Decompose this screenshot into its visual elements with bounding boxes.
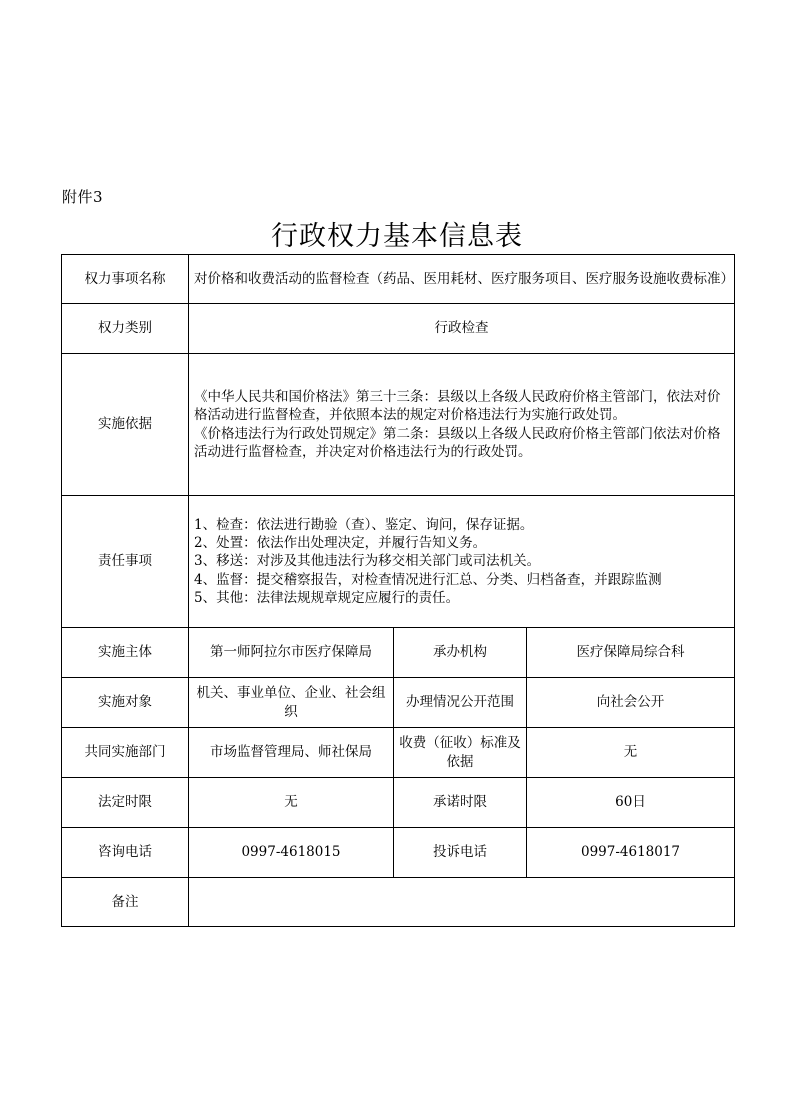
handling-agency-label: 承办机构 [394,628,527,678]
power-name-label: 权力事项名称 [62,255,189,304]
target-value: 机关、事业单位、企业、社会组织 [189,678,394,728]
legal-time-limit-value: 无 [189,778,394,828]
responsibility-item: 1、检查：依法进行勘验（查）、鉴定、询问，保存证据。 [194,516,534,533]
basis-label: 实施依据 [62,354,189,496]
responsibility-label: 责任事项 [62,496,189,628]
responsibility-item: 3、移送：对涉及其他违法行为移交相关部门或司法机关。 [194,553,541,570]
responsibility-item: 4、监督：提交稽察报告，对检查情况进行汇总、分类、归档备查，并跟踪监测 [194,571,662,588]
consult-phone-label: 咨询电话 [62,828,189,878]
responsibility-item: 2、处置：依法作出处理决定，并履行告知义务。 [194,535,487,552]
joint-dept-label: 共同实施部门 [62,728,189,778]
remark-label: 备注 [62,878,189,927]
disclosure-scope-label: 办理情况公开范围 [394,678,527,728]
row-time-limit [62,778,735,828]
basis-paragraph: 《中华人民共和国价格法》第三十三条：县级以上各级人民政府价格主管部门，依法对价格活动进行监督检查，并依照本法的规定对价格违法行为实施行政处罚。 [194,389,721,424]
subject-label: 实施主体 [62,628,189,678]
row-power-category [62,304,735,354]
promised-time-limit-value: 60日 [527,778,735,828]
row-joint [62,728,735,778]
target-label: 实施对象 [62,678,189,728]
row-remark [62,878,735,927]
row-responsibility [62,496,735,628]
complaint-phone-value: 0997-4618017 [527,828,735,878]
basis-paragraph: 《价格违法行为行政处罚规定》第二条：县级以上各级人民政府价格主管部门依法对价格活动进行监督检查，并决定对价格违法行为的行政处罚。 [194,425,721,460]
row-target [62,678,735,728]
page-title: 行政权力基本信息表 [271,221,523,252]
consult-phone-value: 0997-4618015 [189,828,394,878]
info-table [61,254,735,927]
subject-value: 第一师阿拉尔市医疗保障局 [189,628,394,678]
disclosure-scope-value: 向社会公开 [527,678,735,728]
row-phone [62,828,735,878]
joint-dept-value: 市场监督管理局、师社保局 [189,728,394,778]
fee-standard-value: 无 [527,728,735,778]
fee-standard-label: 收费（征收）标准及依据 [394,728,527,778]
row-basis [62,354,735,496]
row-subject [62,628,735,678]
power-category-value: 行政检查 [189,304,735,354]
responsibility-value [189,496,735,628]
legal-time-limit-label: 法定时限 [62,778,189,828]
complaint-phone-label: 投诉电话 [394,828,527,878]
power-category-label: 权力类别 [62,304,189,354]
responsibility-item: 5、其他：法律法规规章规定应履行的责任。 [194,589,460,606]
remark-value [189,878,735,927]
handling-agency-value: 医疗保障局综合科 [527,628,735,678]
power-name-value: 对价格和收费活动的监督检查（药品、医用耗材、医疗服务项目、医疗服务设施收费标准） [189,255,735,304]
row-power-name [62,255,735,304]
promised-time-limit-label: 承诺时限 [394,778,527,828]
basis-value [189,354,735,496]
attachment-label: 附件3 [62,188,104,206]
